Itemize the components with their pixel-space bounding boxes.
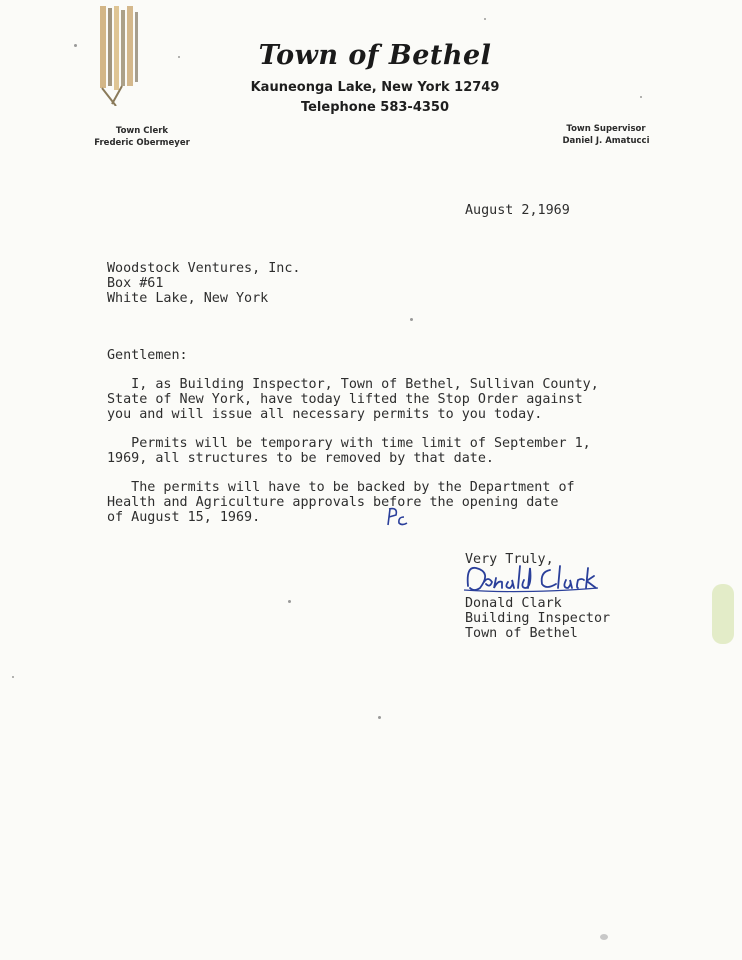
scan-speck — [178, 56, 180, 58]
paragraph-line: I, as Building Inspector, Town of Bethel, Sullivan County, — [107, 377, 599, 392]
paragraph-line: Health and Agriculture approvals before the opening date — [107, 495, 559, 510]
paragraph-line: 1969, all structures to be removed by that date. — [107, 451, 494, 466]
recipient-line: White Lake, New York — [107, 291, 269, 306]
town-supervisor-block — [560, 123, 652, 147]
letter-date: August 2,1969 — [465, 203, 570, 218]
recipient-line: Box #61 — [107, 276, 164, 291]
scan-stain — [712, 584, 734, 644]
scan-speck — [12, 676, 14, 678]
scan-speck — [640, 96, 642, 98]
signature-icon — [462, 560, 602, 594]
salutation: Gentlemen: — [107, 348, 188, 363]
paragraph-line: Permits will be temporary with time limit of September 1, — [107, 436, 591, 451]
scan-speck — [74, 44, 77, 47]
paragraph-line: you and will issue all necessary permits to you today. — [107, 407, 543, 422]
letterhead-address: Kauneonga Lake, New York 12749 — [250, 80, 500, 95]
town-supervisor-title: Town Supervisor — [566, 124, 646, 134]
paragraph-line: State of New York, have today lifted the Stop Order against — [107, 392, 583, 407]
paragraph-line: The permits will have to be backed by the Department of — [107, 480, 575, 495]
signer-name: Donald Clark — [465, 596, 562, 611]
scan-speck — [600, 934, 608, 940]
scan-speck — [484, 18, 486, 20]
town-supervisor-name: Daniel J. Amatucci — [562, 136, 650, 146]
scan-speck — [410, 318, 413, 321]
town-clerk-title: Town Clerk — [115, 126, 169, 136]
scan-speck — [288, 600, 291, 603]
handwritten-initials-icon — [384, 505, 410, 527]
letterhead-telephone: Telephone 583-4350 — [300, 100, 450, 115]
town-clerk-block — [92, 125, 192, 149]
letterhead-title: Town of Bethel — [258, 40, 492, 71]
paragraph-line: of August 15, 1969. — [107, 510, 261, 525]
signer-organization: Town of Bethel — [465, 626, 578, 641]
closing: Very Truly, — [465, 552, 554, 567]
scan-speck — [378, 716, 381, 719]
town-clerk-name: Frederic Obermeyer — [94, 138, 190, 148]
recipient-line: Woodstock Ventures, Inc. — [107, 261, 301, 276]
signer-title: Building Inspector — [465, 611, 611, 626]
